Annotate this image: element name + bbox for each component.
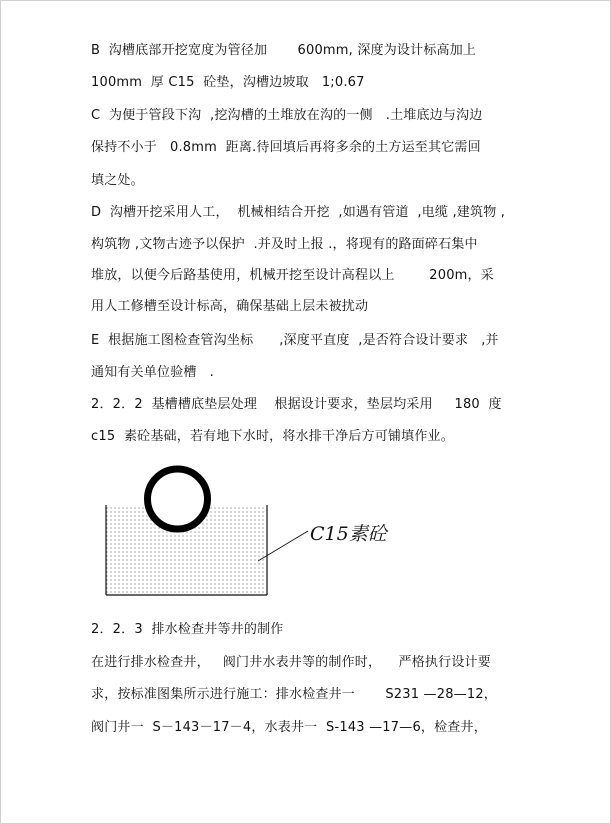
text-line-c-2: 保持不小于 0.8mm 距离.待回填后再将多余的土方运至其它需回: [91, 140, 481, 155]
text-line-c-3: 填之处。: [91, 173, 144, 188]
text-line-d-3: 堆放，以便今后路基使用，机械开挖至设计高程以上 200m，采: [91, 268, 494, 283]
pipe-foundation-diagram: [90, 455, 410, 605]
text-line-2-2-2-body: c15 素砼基础，若有地下水时，将水排干净后方可铺填作业。: [91, 429, 454, 444]
text-line-d-1: D 沟槽开挖采用人工， 机械相结合开挖 ,如遇有管道 ,电缆 ,建筑物 ,: [91, 205, 506, 220]
text-line-2-2-3-1: 在进行排水检查井， 阀门井水表井等的制作时， 严格执行设计要: [91, 655, 491, 670]
text-line-b-1: B 沟槽底部开挖宽度为管径加 600mm, 深度为设计标高加上: [91, 43, 477, 58]
text-line-d-2: 构筑物 ,文物古迹予以保护 .并及时上报 .，将现有的路面碎石集中: [91, 237, 478, 252]
text-line-e-2: 通知有关单位验槽 .: [91, 365, 214, 380]
section-heading-2-2-2: 2．2．2 基槽槽底垫层处理 根据设计要求，垫层均采用 180 度: [91, 397, 502, 412]
c15-concrete-label: C15素砼: [310, 523, 387, 545]
text-line-2-2-3-2: 求，按标准图集所示进行施工：排水检查井一 S231 —28—12，: [91, 687, 498, 702]
text-line-c-1: C 为便于管段下沟 ,挖沟槽的土堆放在沟的一侧 .土堆底边与沟边: [91, 108, 483, 123]
text-line-b-2: 100mm 厚 C15 砼垫，沟槽边坡取 1;0.67: [91, 75, 365, 90]
text-line-d-4: 用人工修槽至设计标高，确保基础上层未被扰动: [91, 299, 369, 314]
text-line-e-1: E 根据施工图检查管沟坐标 ,深度平直度 ,是否符合设计要求 ,并: [91, 333, 499, 348]
section-heading-2-2-3: 2．2．3 排水检查井等井的制作: [91, 622, 284, 637]
text-line-2-2-3-3: 阀门井一 S－143－17－4，水表井一 S-143 —17—6，检查井，: [91, 720, 487, 735]
